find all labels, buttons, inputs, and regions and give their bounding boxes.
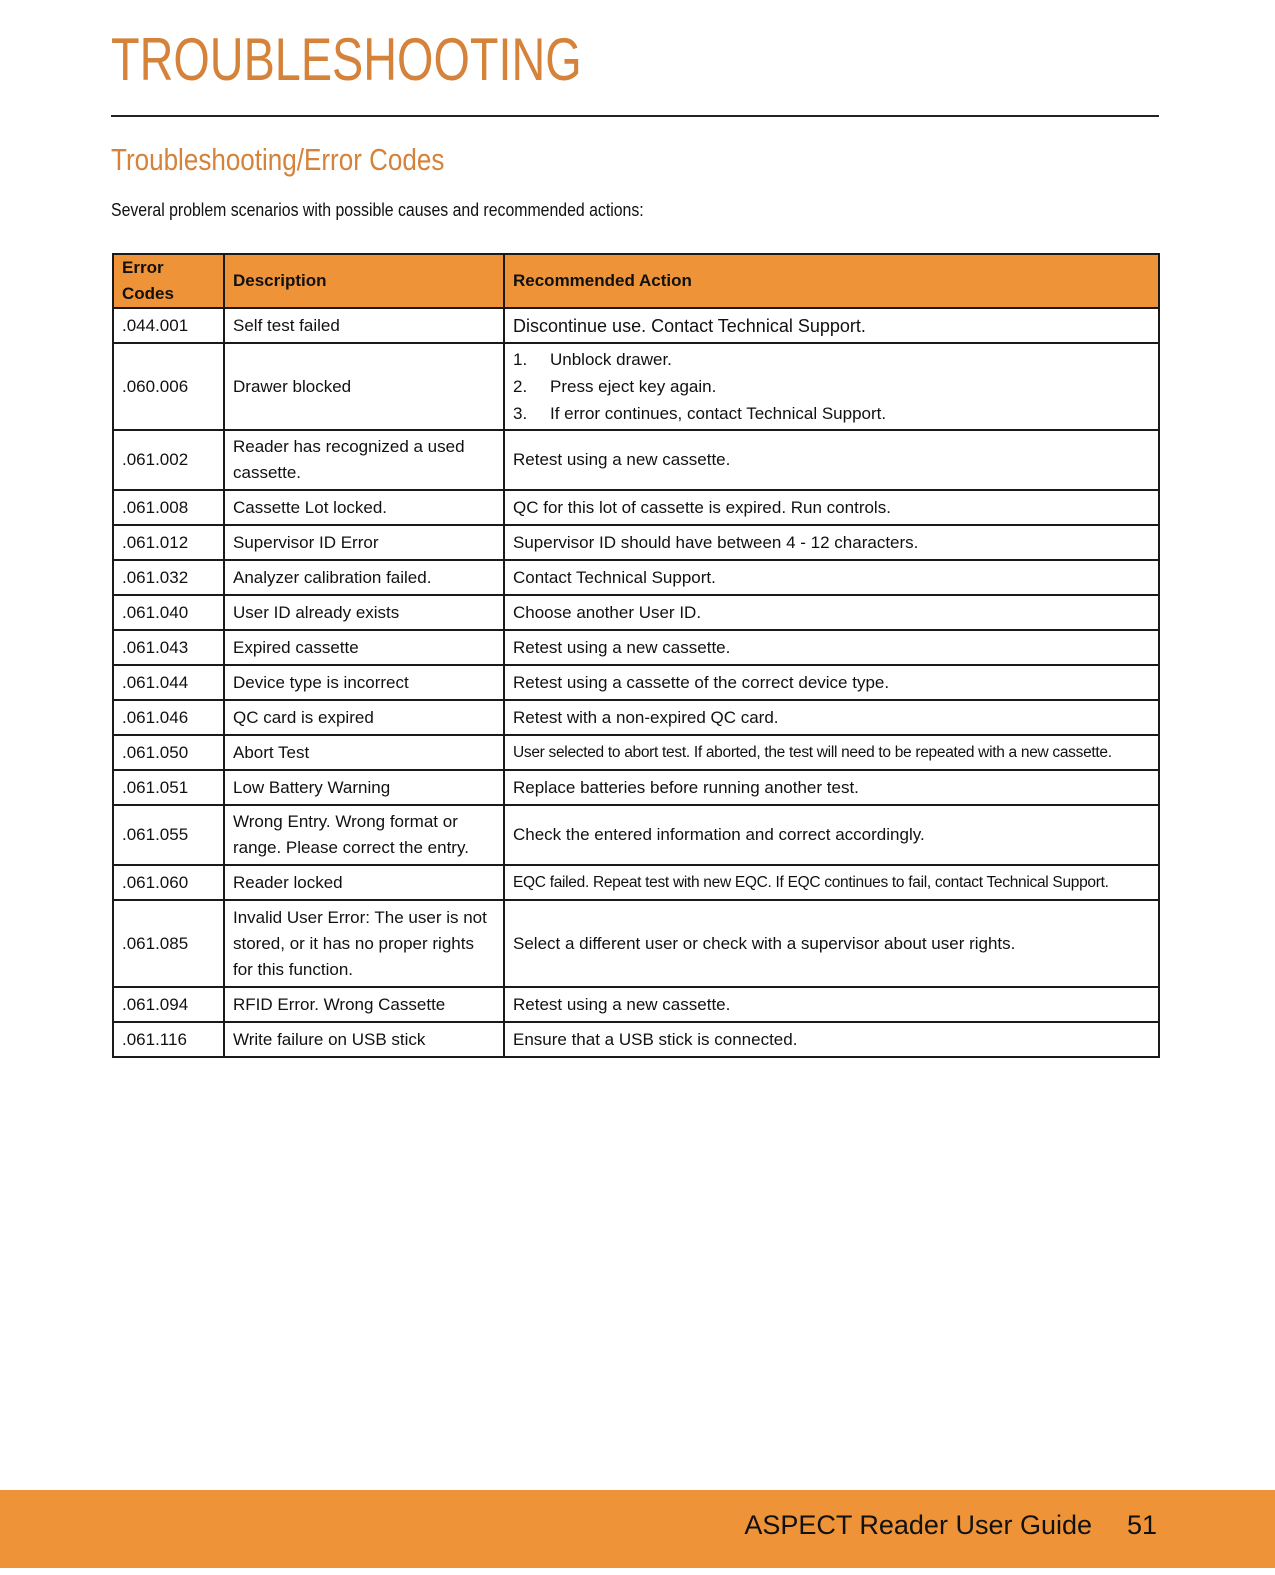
table-row [113,770,1159,805]
error-code-cell: .061.032 [113,560,224,595]
page-number: 51 [1126,1510,1157,1540]
action-cell: Choose another User ID. [504,595,1159,630]
table-header-row [113,254,1159,308]
error-code-cell: .061.050 [113,735,224,770]
action-cell: Retest with a non-expired QC card. [504,700,1159,735]
action-step [513,400,1150,427]
table-row [113,490,1159,525]
error-code-cell: .044.001 [113,308,224,343]
table-row [113,430,1159,490]
action-cell: User selected to abort test. If aborted, the test will need to be repeated with a new cassette. [504,735,1159,770]
description-cell: Cassette Lot locked. [224,490,504,525]
header-error-codes: Error Codes [113,254,224,308]
error-code-cell: .061.043 [113,630,224,665]
table-row [113,987,1159,1022]
table-row [113,630,1159,665]
table-row [113,343,1159,430]
error-code-cell: .061.046 [113,700,224,735]
error-code-cell: .061.060 [113,865,224,900]
action-steps-list [513,346,1150,427]
description-cell: Analyzer calibration failed. [224,560,504,595]
action-cell: Retest using a new cassette. [504,987,1159,1022]
footer-guide-title: ASPECT Reader User Guide [744,1510,1092,1540]
description-cell: Write failure on USB stick [224,1022,504,1057]
error-code-cell: .061.044 [113,665,224,700]
step-text: Press eject key again. [550,377,717,396]
error-code-cell: .061.012 [113,525,224,560]
table-row [113,805,1159,865]
description-cell: RFID Error. Wrong Cassette [224,987,504,1022]
action-cell: QC for this lot of cassette is expired. Run controls. [504,490,1159,525]
error-code-cell: .061.008 [113,490,224,525]
action-cell [504,343,1159,430]
intro-text: Several problem scenarios with possible causes and recommended actions: [111,200,644,220]
action-cell: Retest using a new cassette. [504,630,1159,665]
action-cell: Discontinue use. Contact Technical Support. [504,308,1159,343]
error-code-cell: .061.094 [113,987,224,1022]
table-row [113,665,1159,700]
action-cell: Select a different user or check with a supervisor about user rights. [504,900,1159,987]
description-cell: QC card is expired [224,700,504,735]
action-cell: Replace batteries before running another test. [504,770,1159,805]
table-row [113,525,1159,560]
description-cell: User ID already exists [224,595,504,630]
description-cell: Device type is incorrect [224,665,504,700]
table-row [113,1022,1159,1057]
action-cell: Retest using a cassette of the correct device type. [504,665,1159,700]
step-number: 2. [513,377,528,396]
error-codes-table [112,253,1160,1058]
description-cell: Invalid User Error: The user is not stored, or it has no proper rights for this function. [224,900,504,987]
action-cell: Check the entered information and correct accordingly. [504,805,1159,865]
page-title: TROUBLESHOOTING [111,26,582,93]
table-row [113,560,1159,595]
description-cell: Reader has recognized a used cassette. [224,430,504,490]
header-description: Description [224,254,504,308]
error-code-cell: .060.006 [113,343,224,430]
table-row [113,735,1159,770]
table-row [113,700,1159,735]
description-cell: Supervisor ID Error [224,525,504,560]
action-step [513,373,1150,400]
description-cell: Reader locked [224,865,504,900]
description-cell: Expired cassette [224,630,504,665]
description-cell: Self test failed [224,308,504,343]
table-row [113,900,1159,987]
error-code-cell: .061.085 [113,900,224,987]
error-code-cell: .061.051 [113,770,224,805]
action-step [513,346,1150,373]
error-code-cell: .061.055 [113,805,224,865]
action-cell: Supervisor ID should have between 4 - 12 characters. [504,525,1159,560]
header-recommended-action: Recommended Action [504,254,1159,308]
error-code-cell: .061.040 [113,595,224,630]
step-text: If error continues, contact Technical Support. [550,404,887,423]
table-row [113,865,1159,900]
description-cell: Drawer blocked [224,343,504,430]
title-divider [111,115,1159,117]
section-title: Troubleshooting/Error Codes [111,142,445,177]
action-cell: Retest using a new cassette. [504,430,1159,490]
table-row [113,595,1159,630]
action-cell: Contact Technical Support. [504,560,1159,595]
step-number: 3. [513,404,528,423]
table-row [113,308,1159,343]
step-text: Unblock drawer. [550,350,672,369]
description-cell: Low Battery Warning [224,770,504,805]
footer-bar [0,1490,1275,1568]
step-number: 1. [513,350,528,369]
action-cell: Ensure that a USB stick is connected. [504,1022,1159,1057]
error-code-cell: .061.116 [113,1022,224,1057]
action-cell: EQC failed. Repeat test with new EQC. If EQC continues to fail, contact Technical Support. [504,865,1159,900]
description-cell: Wrong Entry. Wrong format or range. Please correct the entry. [224,805,504,865]
error-code-cell: .061.002 [113,430,224,490]
description-cell: Abort Test [224,735,504,770]
